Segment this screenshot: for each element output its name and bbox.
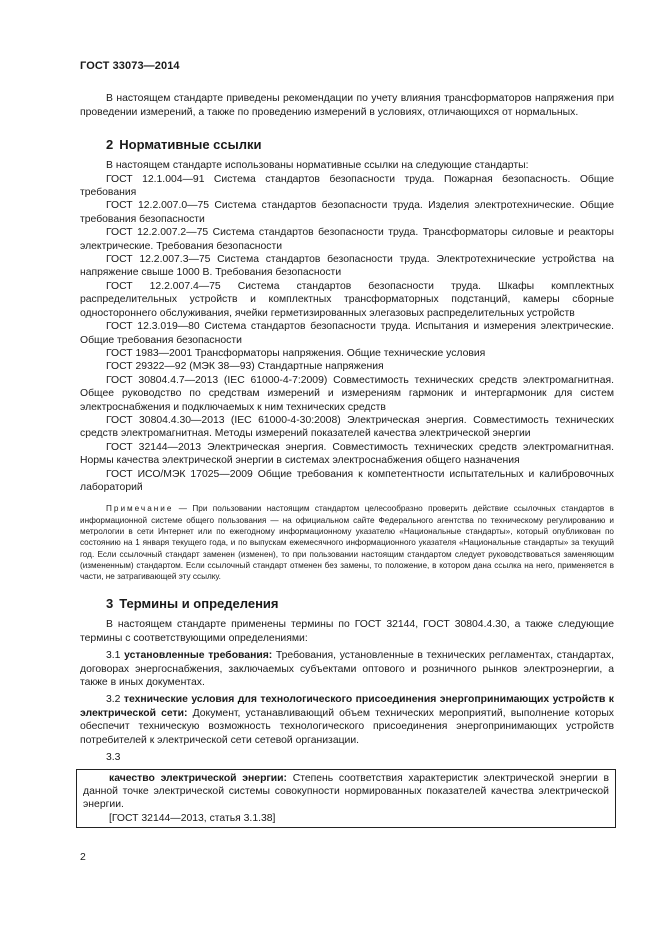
term-3-3-number: 3.3 xyxy=(106,752,121,764)
term-definition: Требования, установленные в технических регламентах, стандартах, договорах энергоснабжения, заключаемых субъектами оптового и розничного рынков электроэнергии, а также в иных документах. xyxy=(80,650,615,689)
normative-reference: ГОСТ 12.2.007.0—75 Система стандартов безопасности труда. Изделия электротехнические. Общие требования безопасности xyxy=(80,200,614,225)
normative-reference: ГОСТ 12.1.004—91 Система стандартов безопасности труда. Пожарная безопасность. Общие требования xyxy=(80,173,614,199)
normative-reference: ГОСТ 12.2.007.2—75 Система стандартов безопасности труда. Трансформаторы силовые и реакторы электрические. Требования безопасности xyxy=(80,227,614,252)
standard-code: ГОСТ 33073—2014 xyxy=(80,60,180,72)
note xyxy=(80,503,614,582)
normative-reference: ГОСТ 30804.4.30—2013 (IEC 61000-4-30:2008) Электрическая энергия. Совместимость технических средств электромагнитная. Методы измерений показателей качества электрической энергии xyxy=(80,414,614,440)
normative-reference: ГОСТ 29322—92 (МЭК 38—93) Стандартные напряжения xyxy=(106,361,384,373)
term-title: установленные требования: xyxy=(124,650,273,662)
term-3-1 xyxy=(80,649,614,689)
normative-reference: ГОСТ 32144—2013 Электрическая энергия. Совместимость технических средств электромагнитная. Нормы качества электрической энергии в системах электроснабжения общего назначения xyxy=(80,441,614,467)
term-3-3 xyxy=(83,772,609,812)
term-number: 3.1 xyxy=(106,650,121,662)
normative-reference: ГОСТ 12.3.019—80 Система стандартов безопасности труда. Испытания и измерения электрические. Общие требования безопасности xyxy=(80,321,614,346)
section-3-heading xyxy=(80,596,614,612)
section-title: Нормативные ссылки xyxy=(119,137,262,153)
intro-paragraph: В настоящем стандарте приведены рекомендации по учету влияния трансформаторов напряжения при проведении измерений, а также по проведению измерений в условиях, отличающихся от нормальных. xyxy=(80,93,614,118)
normative-reference: ГОСТ 30804.4.7—2013 (IEC 61000-4-7:2009) Совместимость технических средств электромагнитная. Общее руководство по средствам измерений и измерениям гармоник и интергармоник для систем электроснабжения и подключаемых к ним технических средств xyxy=(80,374,614,413)
term-number: 3.2 xyxy=(106,694,121,706)
section-3-lead: В настоящем стандарте применены термины по ГОСТ 32144, ГОСТ 30804.4.30, а также следующие термины с соответствующими определениями: xyxy=(80,619,614,644)
term-definition: Документ, устанавливающий объем технических мероприятий, выполнение которых обеспечит техническую возможность технологического присоединения энергопринимающих устройств потребителей к электрической сети сетевой организации. xyxy=(80,707,615,746)
term-3-3-box xyxy=(76,769,616,829)
document-page xyxy=(80,60,614,828)
term-title: технические условия для технологического присоединения энергопринимающих устройств к электрической сети: xyxy=(80,694,614,719)
section-number: 2 xyxy=(106,137,114,153)
section-title: Термины и определения xyxy=(119,596,279,612)
section-number: 3 xyxy=(106,596,114,612)
term-title: качество электрической энергии: xyxy=(109,772,287,784)
section-2-heading xyxy=(80,137,614,153)
normative-reference: ГОСТ 12.2.007.3—75 Система стандартов безопасности труда. Электротехнические устройства на напряжение свыше 1000 В. Требования безопасности xyxy=(80,254,614,279)
page-number: 2 xyxy=(80,852,86,863)
term-source: [ГОСТ 32144—2013, статья 3.1.38] xyxy=(109,812,276,824)
normative-reference: ГОСТ ИСО/МЭК 17025—2009 Общие требования к компетентности испытательных и калибровочных лабораторий xyxy=(80,468,614,493)
term-3-2 xyxy=(80,693,614,747)
normative-reference: ГОСТ 12.2.007.4—75 Система стандартов безопасности труда. Шкафы комплектных распределительных устройств и комплектных трансформаторных подстанций, камеры сборные одностороннего обслуживания, ячейки герметизированных элегазовых распределительных устройств xyxy=(80,280,614,319)
note-text: — При пользовании настоящим стандартом целесообразно проверить действие ссылочных стандартов в информационной системе общего пользования — на официальном сайте Федерального агентства по техническому регулированию и метрологии в сети Интернет или по ежегодному информационному указателю «Национальные стандарты», который опубликован по состоянию на 1 января текущего года, и по выпускам ежемесячного информационного указателя «Национальные стандарты» за текущий год. Если ссылочный стандарт заменен (изменен), то при пользовании настоящим стандартом следует руководствоваться заменяющим (измененным) стандартом. Если ссылочный стандарт отменен без замены, то положение, в котором дана ссылка на него, применяется в части, не затрагивающей эту ссылку. xyxy=(80,504,614,582)
section-2-lead: В настоящем стандарте использованы нормативные ссылки на следующие стандарты: xyxy=(106,160,529,172)
normative-reference: ГОСТ 1983—2001 Трансформаторы напряжения. Общие технические условия xyxy=(106,347,486,359)
note-label: Примечание xyxy=(106,504,174,514)
term-definition: Степень соответствия характеристик электрической энергии в данной точке электрической системы совокупности нормированных показателей качества электрической энергии. xyxy=(83,772,609,811)
